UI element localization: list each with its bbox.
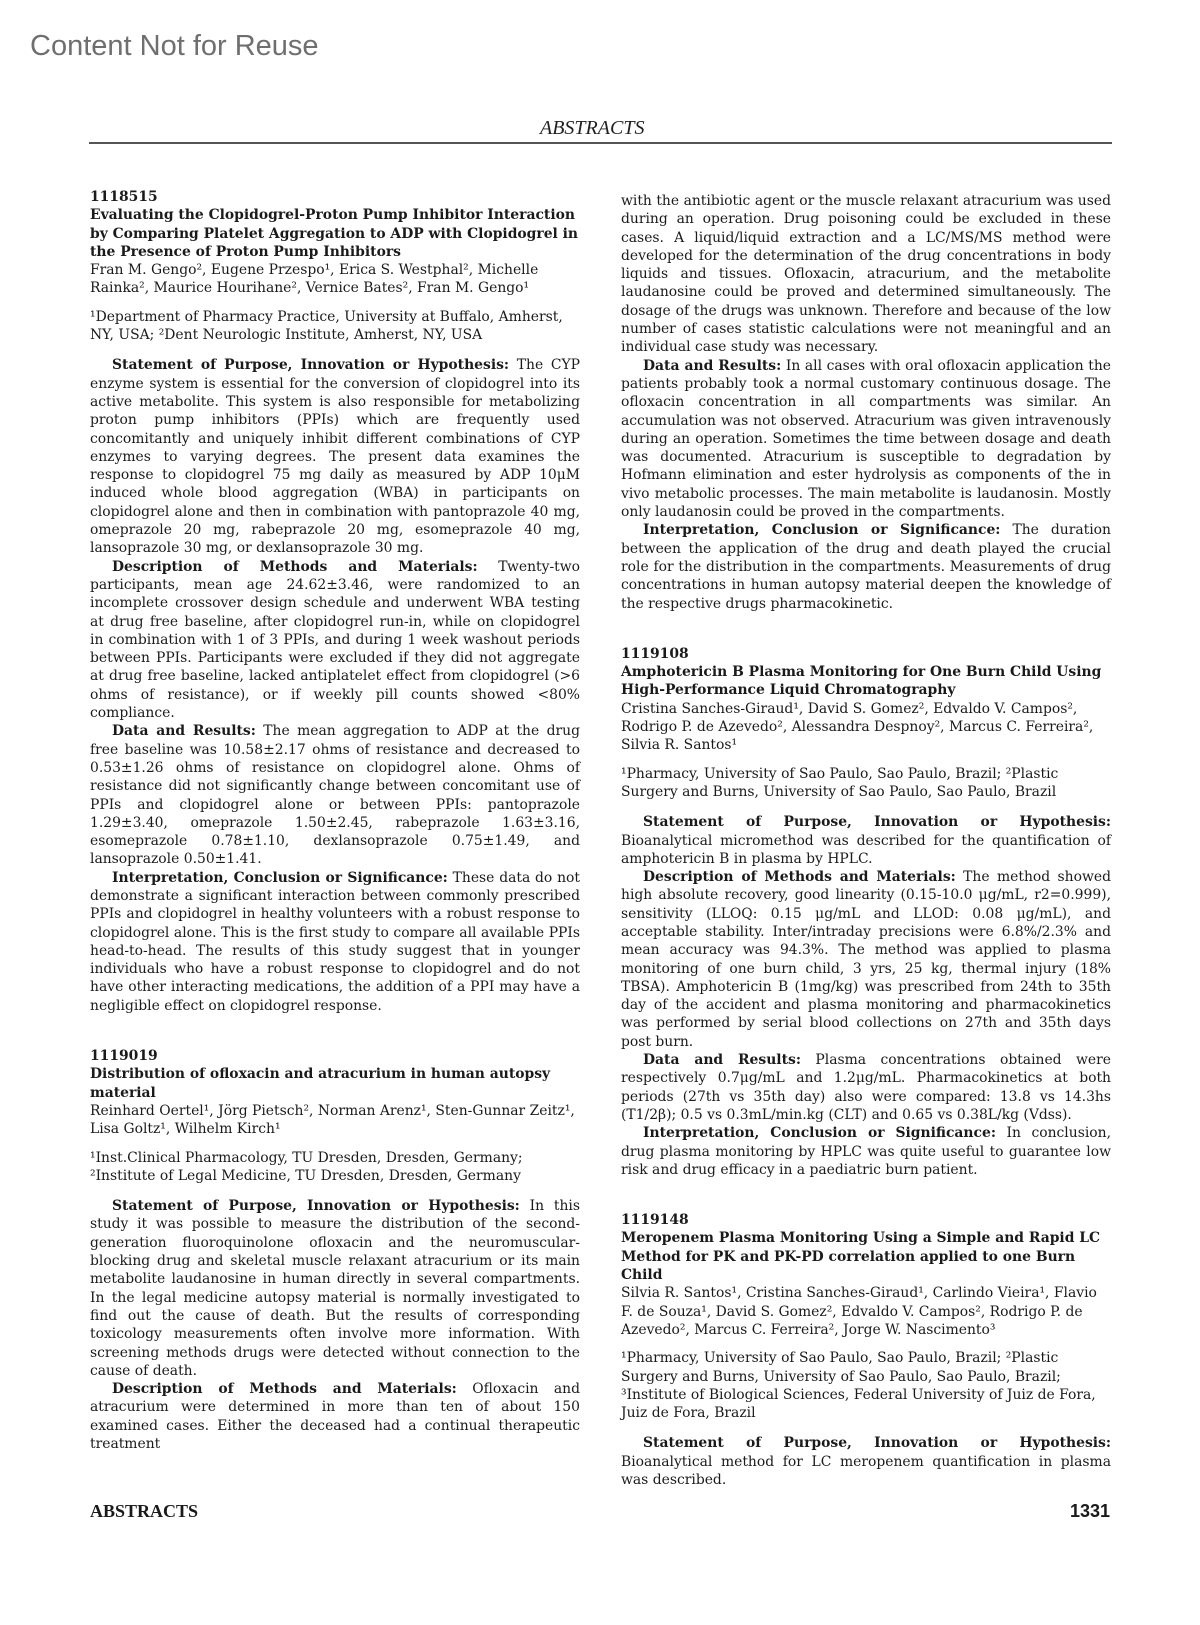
section-text: Ofloxacin and atracurium were determined in more than ten of about 150 examined cases. Either the deceased had a continual therapeutic treatment: [90, 1381, 580, 1452]
section-heading: Statement of Purpose, Innovation or Hypothesis:: [643, 814, 1111, 831]
section-text: In conclusion, drug plasma monitoring by HPLC was quite useful to guarantee low risk and drug efficacy in a paediatric burn patient.: [621, 1125, 1111, 1178]
abstract-1119019-continued: [621, 192, 1111, 613]
abstract-1119148: [621, 1211, 1111, 1489]
section-text: The duration between the application of the drug and death played the crucial role for the distribution in the compartments. Measurements of drug concentrations in human autopsy material deepen the knowledge of the respective drugs pharmacokinetic.: [621, 522, 1111, 612]
abstract-id: 1119019: [90, 1048, 158, 1065]
section-heading: Description of Methods and Materials:: [643, 869, 956, 886]
right-column: [621, 192, 1111, 1521]
section-text: Plasma concentrations obtained were respectively 0.7μg/mL and 1.2μg/mL. Pharmacokinetics at both periods (27th vs 35th day) also were compared: 13.8 vs 14.3hs (T1/2β); 0.5 vs 0.3mL/min.kg (CLT) and 0.65 vs 0.38L/kg (Vdss).: [621, 1052, 1111, 1123]
section-interpretation: [621, 1124, 1111, 1179]
section-text: In this study it was possible to measure the distribution of the second-generation fluoroquinolone ofloxacin and the neuromuscular-blocking drug and skeletal muscle relaxant atracurium or its main metabolite laudanosine in human directly in several compartments. In the legal medicine autopsy material is normally investigated to find out the cause of death. But the results of corresponding toxicology measurements often involve more information. With screening methods drugs were detected without connection to the cause of death.: [90, 1198, 580, 1379]
section-interpretation: [90, 869, 580, 1015]
header-rule: [89, 142, 1112, 144]
section-heading: Description of Methods and Materials:: [112, 558, 478, 575]
section-results: [621, 1051, 1111, 1124]
watermark: Content Not for Reuse: [30, 30, 319, 62]
section-purpose: [90, 356, 580, 557]
section-heading: Interpretation, Conclusion or Significance:: [112, 869, 448, 886]
section-heading: Description of Methods and Materials:: [112, 1381, 457, 1398]
section-heading: Data and Results:: [112, 723, 256, 740]
section-text: In all cases with oral ofloxacin application the patients probably took a normal customary continuous dosage. The ofloxacin concentration in all compartments was similar. An accumulation was not observed. Atracurium was given intravenously during an operation. Sometimes the time between dosage and death was documented. Atracurium is susceptible to degradation by Hofmann elimination and ester hydrolysis as components of the in vivo metabolic processes. The main metabolite is laudanosin. Mostly only laudanosin could be proved in the compartments.: [621, 357, 1112, 521]
abstract-affiliations: ¹Department of Pharmacy Practice, University at Buffalo, Amherst, NY, USA; ²Dent Neurologic Institute, Amherst, NY, USA: [90, 308, 563, 344]
abstract-affiliations: ¹Inst.Clinical Pharmacology, TU Dresden, Dresden, Germany; ²Institute of Legal Medicine, TU Dresden, Dresden, Germany: [90, 1149, 523, 1184]
section-heading: Interpretation, Conclusion or Significance:: [643, 522, 1001, 539]
section-text: Bioanalytical method for LC meropenem quantification in plasma was described.: [621, 1453, 1111, 1488]
page-number: 1331: [1070, 1501, 1111, 1521]
section-heading: Statement of Purpose, Innovation or Hypothesis:: [643, 1435, 1111, 1452]
left-column: [90, 188, 580, 1485]
section-heading: Statement of Purpose, Innovation or Hypothesis:: [112, 1198, 520, 1215]
abstract-id: 1118515: [90, 189, 158, 205]
abstract-title: Evaluating the Clopidogrel-Proton Pump Inhibitor Interaction by Comparing Platelet Aggregation to ADP with Clopidogrel in the Presence of Proton Pump Inhibitors: [90, 207, 579, 260]
footer-journal-section: ABSTRACTS: [90, 1501, 199, 1521]
abstract-title: Meropenem Plasma Monitoring Using a Simple and Rapid LC Method for PK and PK-PD correlation applied to one Burn Child: [621, 1230, 1101, 1284]
abstract-id: 1119148: [621, 1212, 689, 1229]
section-methods: [90, 558, 580, 723]
abstract-authors: Reinhard Oertel¹, Jörg Pietsch², Norman Arenz¹, Sten-Gunnar Zeitz¹, Lisa Goltz¹, Wilhelm Kirch¹: [90, 1102, 575, 1138]
section-text: These data do not demonstrate a significant interaction between commonly prescribed PPIs and clopidogrel in healthy volunteers with a robust response to clopidogrel alone. This is the first study to compare all available PPIs head-to-head. The results of this study suggest that in younger individuals who have a robust response to clopidogrel and do not have other interacting medications, the addition of a PPI may have a negligible effect on clopidogrel response.: [90, 869, 580, 1014]
section-heading: Statement of Purpose, Innovation or Hypothesis:: [112, 357, 510, 374]
section-purpose: [621, 1434, 1111, 1489]
abstract-authors: Fran M. Gengo², Eugene Przespo¹, Erica S. Westphal², Michelle Rainka², Maurice Hourihane², Vernice Bates², Fran M. Gengo¹: [90, 262, 539, 297]
section-text: The CYP enzyme system is essential for the conversion of clopidogrel into its active metabolite. This system is also responsible for metabolizing proton pump inhibitors (PPIs) which are frequently used concomitantly and uniquely inhibit different combinations of CYP enzymes to varying degrees. The present data examines the response to clopidogrel 75 mg daily as measured by ADP 10μM induced whole blood aggregation (WBA) in participants on clopidogrel alone and then in combination with pantoprazole 40 mg, omeprazole 20 mg, rabeprazole 20 mg, esomeprazole 40 mg, lansoprazole 30 mg, or dexlansoprazole 30 mg.: [90, 357, 580, 557]
abstract-authors: Silvia R. Santos¹, Cristina Sanches-Giraud¹, Carlindo Vieira¹, Flavio F. de Souza¹, David S. Gomez², Edvaldo V. Campos², Rodrigo P. de Azevedo², Marcus C. Ferreira², Jorge W. Nascimento³: [621, 1285, 1097, 1338]
section-methods: [90, 1380, 580, 1453]
section-text: The mean aggregation to ADP at the drug free baseline was 10.58±2.17 ohms of resistance and decreased to 0.53±1.26 ohms of resistance on clopidogrel alone. Ohms of resistance did not significantly change between concomitant use of PPIs and clopidogrel alone or between PPIs: pantoprazole 1.29±3.40, omeprazole 1.50±2.45, rabeprazole 1.63±3.16, esomeprazole 0.78±1.10, dexlansoprazole 0.75±1.49, and lansoprazole 0.50±1.41.: [90, 723, 580, 868]
abstract-title: Distribution of ofloxacin and atracurium in human autopsy material: [90, 1066, 551, 1101]
abstract-authors: Cristina Sanches-Giraud¹, David S. Gomez², Edvaldo V. Campos², Rodrigo P. de Azevedo², Alessandra Despnoy², Marcus C. Ferreira², Silvia R. Santos¹: [621, 700, 1094, 754]
section-text: Bioanalytical micromethod was described for the quantification of amphotericin B in plasma by HPLC.: [621, 832, 1111, 867]
abstract-id: 1119108: [621, 645, 689, 662]
abstract-affiliations: ¹Pharmacy, University of Sao Paulo, Sao Paulo, Brazil; ²Plastic Surgery and Burns, University of Sao Paulo, Sao Paulo, Brazil: [621, 765, 1059, 800]
section-methods: [621, 868, 1111, 1051]
section-heading: Data and Results:: [643, 357, 782, 374]
section-purpose: [90, 1197, 580, 1380]
section-heading: Data and Results:: [643, 1052, 801, 1069]
abstract-affiliations: ¹Pharmacy, University of Sao Paulo, Sao Paulo, Brazil; ²Plastic Surgery and Burns, University of Sao Paulo, Sao Paulo, Brazil; ³Institute of Biological Sciences, Federal University of Juiz de Fora, Juiz de Fora, Brazil: [621, 1350, 1096, 1422]
section-heading: Interpretation, Conclusion or Significance:: [643, 1125, 996, 1142]
abstract-title: Amphotericin B Plasma Monitoring for One Burn Child Using High-Performance Liquid Chromatography: [621, 664, 1102, 699]
abstract-1119019: [90, 1047, 580, 1453]
section-purpose: [621, 813, 1111, 868]
section-text: The method showed high absolute recovery, good linearity (0.15-10.0 μg/mL, r2=0.999), sensitivity (LLOQ: 0.15 μg/mL and LLOD: 0.08 μg/mL), and acceptable stability. Inter/intraday precisions were 6.8%/2.3% and mean accuracy was 94.3%. The method was applied to plasma monitoring of one burn child, 3 yrs, 25 kg, thermal injury (18% TBSA). Amphotericin B (1mg/kg) was prescribed from 24th to 35th day of the accident and plasma monitoring and pharmacokinetics was performed by serial blood collections on 27th and 35th days post burn.: [621, 869, 1111, 1050]
running-head: ABSTRACTS: [540, 117, 645, 139]
abstract-1118515: [90, 188, 580, 1015]
abstract-1119108: [621, 645, 1111, 1179]
section-continuation: with the antibiotic agent or the muscle relaxant atracurium was used during an operation. Drug poisoning could be excluded in these cases. A liquid/liquid extraction and a LC/MS/MS method were developed for the determination of the drug concentrations in body liquids and tissues. Ofloxacin, atracurium, and the metabolite laudanosine could be proved and determined simultaneously. The dosage of the drugs was unknown. Therefore and because of the low number of cases statistic calculations were not meaningful and an individual case study was necessary.: [621, 193, 1111, 356]
section-interpretation: [621, 521, 1111, 612]
section-results: [621, 357, 1111, 522]
section-results: [90, 722, 580, 868]
section-text: Twenty-two participants, mean age 24.62±3.46, were randomized to an incomplete crossover design schedule and underwent WBA testing at drug free baseline, after clopidogrel run-in, while on clopidogrel in combination with 1 of 3 PPIs, and during 1 week washout periods between PPIs. Participants were excluded if they did not aggregate at drug free baseline, lacked antiplatelet effect from clopidogrel (>6 ohms of resistance), or if weekly pill counts showed <80% compliance.: [90, 558, 580, 722]
